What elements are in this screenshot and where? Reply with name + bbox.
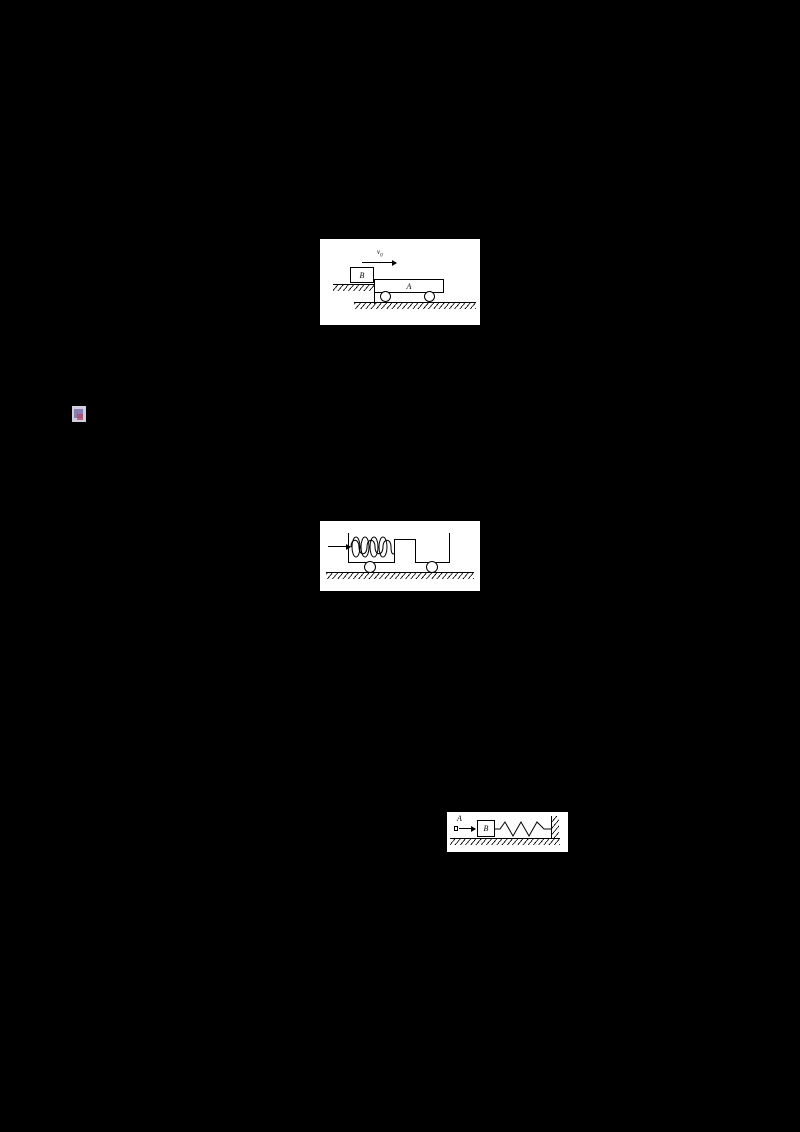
coil-spring-icon [349,535,395,559]
wall-hatching [551,816,559,839]
velocity-subscript: 0 [380,253,383,259]
object-a-arrow-icon [459,828,475,829]
block-b-label: B [350,267,374,283]
velocity-label [377,248,383,258]
figure-2 [320,521,480,591]
cart-a-label: A [374,279,444,293]
wheel-icon [380,291,391,302]
wheel-icon [424,291,435,302]
velocity-symbol: v [377,248,381,256]
ground-hatching-left [333,284,375,291]
cart-right-wall [449,533,450,563]
force-arrow-icon [328,546,350,547]
ground-hatching-main [354,302,476,309]
object-a-label: A [457,814,462,823]
cart-left-wall [348,533,349,563]
figure-1 [320,239,480,325]
block-b-label: B [477,820,495,837]
scan-artifact [72,406,86,422]
figure-3 [447,812,568,852]
ground-hatching [326,572,474,579]
ground-hatching [450,838,560,845]
block-on-cart [394,539,416,563]
artifact-mark-icon [77,414,83,420]
velocity-arrow-icon [362,262,396,263]
zigzag-spring-icon [495,820,551,838]
